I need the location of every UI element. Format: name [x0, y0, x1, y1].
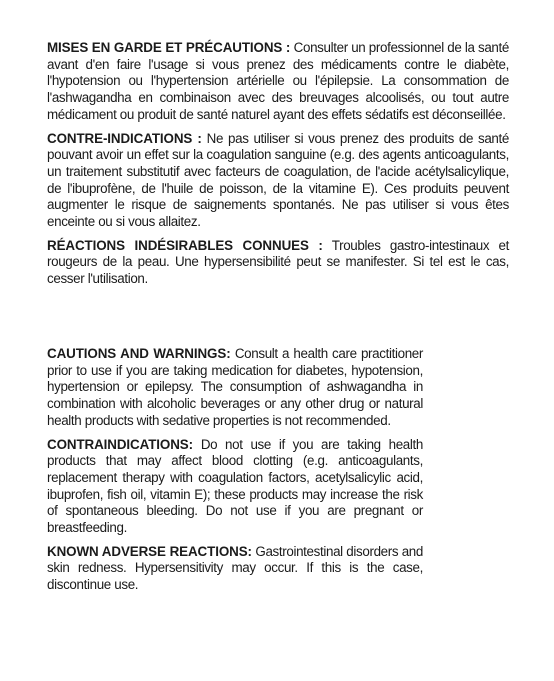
- fr-contraindications-heading: CONTRE-INDICATIONS :: [47, 130, 202, 146]
- en-contraindications-text: Do not use if you are taking health products that may affect blood clotting (e.g. anticoagulants, replacement therapy with coagulation factors, acetylsalicylic acid, ibuprofen, fish oil, vitamin E); these products may increase the risk of spontaneous bleeding. Do not use if you are pregnant or breastfeeding.: [47, 436, 423, 536]
- en-warnings-heading: CAUTIONS AND WARNINGS:: [47, 346, 231, 361]
- en-adverse-reactions-heading: KNOWN ADVERSE REACTIONS:: [47, 543, 252, 559]
- en-warnings-paragraph: [47, 346, 423, 430]
- fr-contraindications-text: Ne pas utiliser si vous prenez des produits de santé pouvant avoir un effet sur la coagulation sanguine (e.g. des agents anticoagulants, un traitement substitutif avec facteurs de coagulation, de l'acide acétylsalicylique, de l'ibuprofène, de l'huile de poisson, de la vitamine E). Ces produits peuvent augmenter le risque de saignements spontanés. Ne pas utiliser si vous êtes enceinte ou si vous allaitez.: [47, 130, 509, 230]
- fr-contraindications-paragraph: [47, 131, 509, 231]
- fr-adverse-reactions-text: Troubles gastro-intestinaux et rougeurs de la peau. Une hypersensibilité peut se manifester. Si tel est le cas, cesser l'utilisation.: [47, 237, 509, 287]
- french-label-section: [47, 40, 509, 295]
- fr-warnings-paragraph: [47, 40, 509, 124]
- en-contraindications-heading: CONTRAINDICATIONS:: [47, 436, 193, 452]
- en-contraindications-paragraph: [47, 437, 423, 537]
- en-adverse-reactions-text: Gastrointestinal disorders and skin redness. Hypersensitivity may occur. If this is the case, discontinue use.: [47, 543, 423, 593]
- english-label-section: [47, 346, 423, 601]
- fr-adverse-reactions-heading: RÉACTIONS INDÉSIRABLES CONNUES :: [47, 237, 323, 253]
- fr-adverse-reactions-paragraph: [47, 238, 509, 288]
- en-adverse-reactions-paragraph: [47, 544, 423, 594]
- fr-warnings-heading: MISES EN GARDE ET PRÉCAUTIONS :: [47, 40, 291, 55]
- fr-warnings-text: Consulter un professionnel de la santé avant d'en faire l'usage si vous prenez des médicaments contre le diabète, l'hypotension ou l'hypertension artérielle ou l'épilepsie. La consommation de l'ashwagandha en combinaison avec des breuvages alcoolisés, ou tout autre médicament ou produit de santé naturel ayant des effets sédatifs est déconseillée.: [47, 40, 509, 122]
- en-warnings-text: Consult a health care practitioner prior to use if you are taking medication for diabetes, hypotension, hypertension or epilepsy. The consumption of ashwagandha in combination with alcoholic beverages or any other drug or natural health products with sedative properties is not recommended.: [47, 346, 423, 428]
